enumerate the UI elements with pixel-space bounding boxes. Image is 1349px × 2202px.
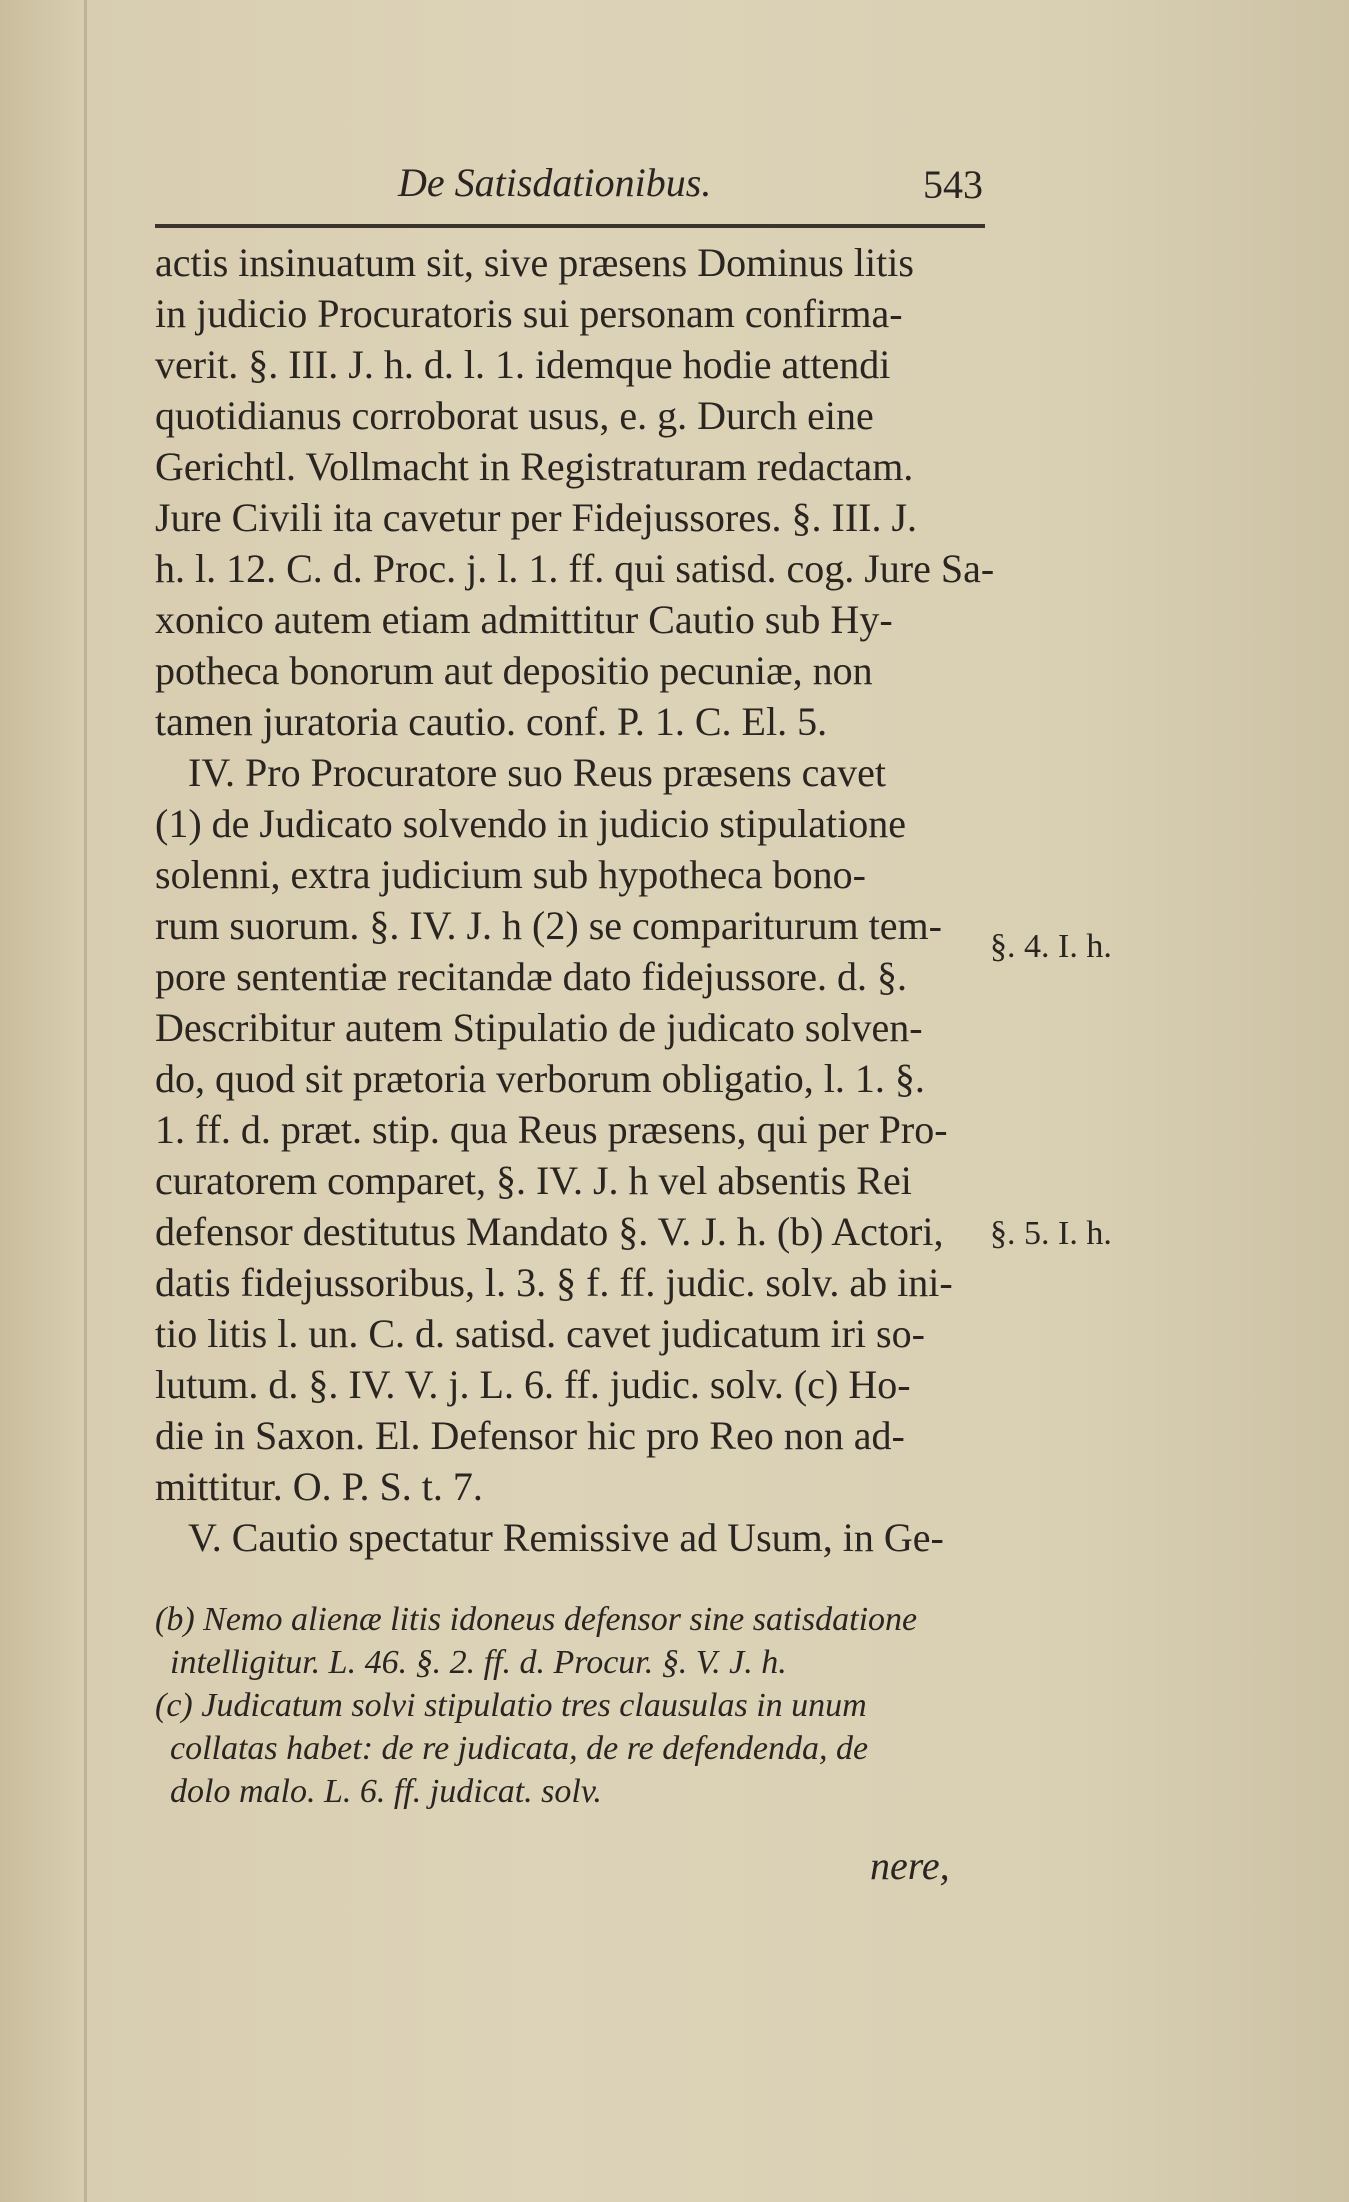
catchword: nere, bbox=[870, 1843, 950, 1888]
body-line: h. l. 12. C. d. Proc. j. l. 1. ff. qui satisd. cog. Jure Sa- bbox=[155, 546, 995, 591]
body-line: mittitur. O. P. S. t. 7. bbox=[155, 1464, 483, 1509]
page-number: 543 bbox=[923, 162, 983, 207]
body-line: in judicio Procuratoris sui personam confirma- bbox=[155, 291, 903, 336]
running-title: De Satisdationibus. bbox=[398, 160, 712, 205]
body-line: defensor destitutus Mandato §. V. J. h. (b) Actori, bbox=[155, 1209, 944, 1254]
body-line: xonico autem etiam admittitur Cautio sub Hy- bbox=[155, 597, 893, 642]
footnote-line: collatas habet: de re judicata, de re defendenda, de bbox=[170, 1730, 869, 1767]
body-line: tamen juratoria cautio. conf. P. 1. C. El. 5. bbox=[155, 699, 828, 744]
body-line: curatorem comparet, §. IV. J. h vel absentis Rei bbox=[155, 1158, 912, 1203]
margin-note: §. 5. I. h. bbox=[990, 1215, 1112, 1252]
body-line: Jure Civili ita cavetur per Fidejussores. §. III. J. bbox=[155, 495, 918, 540]
body-line: datis fidejussoribus, l. 3. § f. ff. judic. solv. ab ini- bbox=[155, 1260, 953, 1305]
body-line: IV. Pro Procuratore suo Reus præsens cavet bbox=[188, 750, 887, 795]
body-line: tio litis l. un. C. d. satisd. cavet judicatum iri so- bbox=[155, 1311, 925, 1356]
footnote-line: intelligitur. L. 46. §. 2. ff. d. Procur. §. V. J. h. bbox=[170, 1644, 787, 1681]
footnote-line: dolo malo. L. 6. ff. judicat. solv. bbox=[170, 1773, 602, 1810]
body-line: 1. ff. d. præt. stip. qua Reus præsens, qui per Pro- bbox=[155, 1107, 948, 1152]
body-line: (1) de Judicato solvendo in judicio stipulatione bbox=[155, 801, 906, 846]
body-line: pore sententiæ recitandæ dato fidejussore. d. §. bbox=[155, 954, 908, 999]
body-line: solenni, extra judicium sub hypotheca bono- bbox=[155, 852, 866, 897]
footnote-line: (b) Nemo alienæ litis idoneus defensor sine satisdatione bbox=[155, 1601, 918, 1638]
footnote-line: (c) Judicatum solvi stipulatio tres clausulas in unum bbox=[155, 1687, 867, 1724]
body-line: quotidianus corroborat usus, e. g. Durch eine bbox=[155, 393, 874, 438]
header-rule bbox=[155, 224, 985, 228]
body-line: rum suorum. §. IV. J. h (2) se compariturum tem- bbox=[155, 903, 942, 948]
body-line: potheca bonorum aut depositio pecuniæ, non bbox=[155, 648, 873, 693]
body-line: actis insinuatum sit, sive præsens Dominus litis bbox=[155, 240, 914, 285]
body-line: do, quod sit prætoria verborum obligatio, l. 1. §. bbox=[155, 1056, 925, 1101]
body-line: lutum. d. §. IV. V. j. L. 6. ff. judic. solv. (c) Ho- bbox=[155, 1362, 911, 1407]
body-line: die in Saxon. El. Defensor hic pro Reo non ad- bbox=[155, 1413, 905, 1458]
body-line: Describitur autem Stipulatio de judicato solven- bbox=[155, 1005, 923, 1050]
body-line: V. Cautio spectatur Remissive ad Usum, in Ge- bbox=[188, 1515, 944, 1560]
body-line: verit. §. III. J. h. d. l. 1. idemque hodie attendi bbox=[155, 342, 891, 387]
margin-note: §. 4. I. h. bbox=[990, 928, 1112, 965]
body-line: Gerichtl. Vollmacht in Registraturam redactam. bbox=[155, 444, 914, 489]
